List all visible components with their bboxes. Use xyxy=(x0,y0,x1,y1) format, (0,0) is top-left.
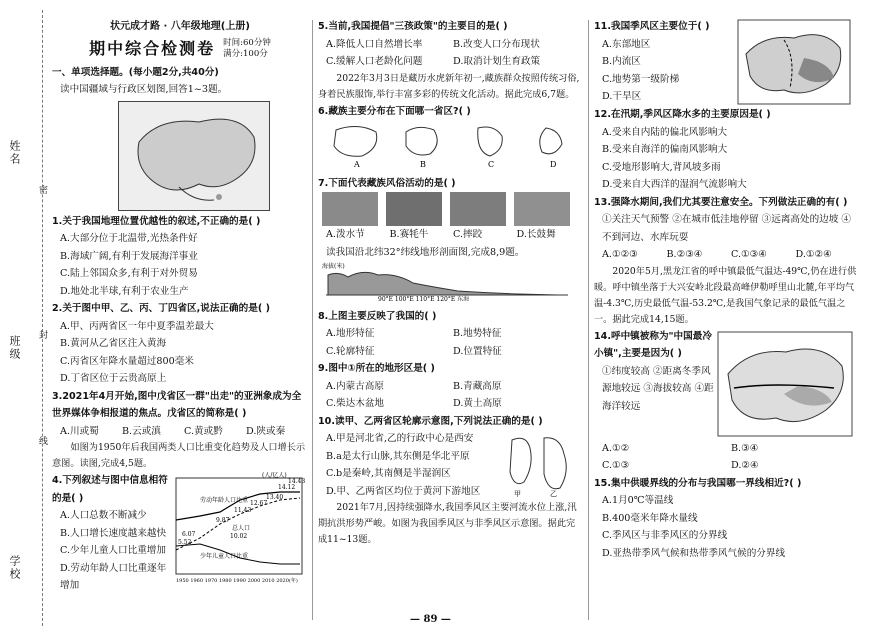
option: B.a是太行山脉,其东侧是华北平原 xyxy=(326,450,470,462)
province-outline-b xyxy=(406,127,437,155)
options-row xyxy=(318,395,580,413)
statements: ①关注天气预警 ②在城市低洼地停留 ③远离高处的边坡 ④不到河边、水库玩耍 xyxy=(602,214,851,243)
exam-meta xyxy=(223,38,271,60)
figure-label: 甲 xyxy=(514,490,521,498)
option: D.甲、乙两省区均位于黄河下游地区 xyxy=(326,485,481,497)
figure-label: 乙 xyxy=(550,490,557,498)
passage: 2021年7月,因持续强降水,我国季风区主要河流水位上涨,汛期抗洪形势严峻。如图为我国季风区与非季风区示意图。据此完成11~13题。 xyxy=(318,502,577,545)
option: D.丁省区位于云贵高原上 xyxy=(60,373,167,384)
option: A.甲是河北省,乙的行政中心是西安 xyxy=(326,433,474,444)
photo-wrestling xyxy=(450,192,506,226)
score-text: 满分:100分 xyxy=(223,48,268,59)
option: D.陕或秦 xyxy=(246,425,286,437)
option: C.①③④ xyxy=(731,249,767,260)
option: C.b是秦岭,其南侧是半湿润区 xyxy=(326,468,451,479)
option: C.少年儿童人口比重增加 xyxy=(60,545,166,556)
data-label: 5.52 xyxy=(178,539,192,546)
exam-title: 期中综合检测卷 xyxy=(89,38,216,58)
statements: ①纬度较高 ②距离冬季风源地较远 ③海拔较高 ④距海洋较远 xyxy=(602,365,714,412)
option: C.缓解人口老龄化问题 xyxy=(326,56,423,67)
q10-block xyxy=(318,430,580,500)
series-title: 状元成才路 · 八年级地理(上册) xyxy=(110,21,250,32)
options-row xyxy=(318,325,580,343)
data-label: 11.43 xyxy=(234,507,252,514)
option: C.丙省区年降水量超过800毫米 xyxy=(60,355,194,367)
option: A.内蒙古高原 xyxy=(326,380,384,392)
seal-mark: 密 xyxy=(37,185,47,194)
province-outline-c xyxy=(478,127,503,156)
options-row xyxy=(594,440,860,458)
option: A.甲、丙两省区一年中夏季温差最大 xyxy=(60,320,214,332)
option-letter: C xyxy=(488,160,495,168)
question-2: 2.关于图中甲、乙、丙、丁四省区,说法正确的是( ) xyxy=(52,303,270,314)
options-row xyxy=(318,343,580,361)
province-outline-jia xyxy=(510,438,531,483)
question-5: 5.当前,我国提倡"三孩政策"的主要目的是( ) xyxy=(318,21,508,32)
option: B.海域广阔,有利于发展海洋事业 xyxy=(60,250,198,262)
profile-unit: 海拔(米) xyxy=(322,263,345,270)
data-label: 13.40 xyxy=(266,494,284,501)
option: B.改变人口分布现状 xyxy=(453,38,540,50)
options-row xyxy=(318,53,580,71)
option: B.②③④ xyxy=(666,249,703,260)
options-row xyxy=(594,246,860,264)
option: B.云或滇 xyxy=(122,425,161,437)
option: D.①②④ xyxy=(795,249,832,260)
binding-strip xyxy=(0,0,50,636)
intro-text: 读我国沿北纬32°纬线地形剖面图,完成8,9题。 xyxy=(326,246,525,258)
option: B.400毫米年降水量线 xyxy=(602,512,698,524)
option: D.地处北半球,有利于农业生产 xyxy=(60,285,189,297)
question-14: 14.呼中镇被称为"中国最冷小镇",主要是因为( ) xyxy=(594,330,712,359)
line-mark: 线 xyxy=(37,436,47,445)
photo-yak-race xyxy=(386,192,442,226)
passage: 2022年3月3日是藏历水虎新年初一,藏族群众按照传统习俗,身着民族服饰,举行丰富多彩的传统文化活动。据此完成6,7题。 xyxy=(318,72,580,100)
option: D.长鼓舞 xyxy=(516,229,556,240)
q10-options xyxy=(318,430,504,500)
question-10: 10.读甲、乙两省区轮廓示意图,下列说法正确的是( ) xyxy=(318,415,543,427)
question-1: 1.关于我国地理位置优越性的叙述,不正确的是( ) xyxy=(52,215,261,227)
monsoon-map-figure xyxy=(734,18,854,106)
series-label: 总人口 xyxy=(232,525,251,532)
options-row xyxy=(52,423,308,441)
province-outline-d xyxy=(540,128,562,154)
q11-text xyxy=(594,18,734,106)
option: B.内流区 xyxy=(602,56,641,67)
options-row xyxy=(594,457,860,475)
data-label: 14.12 xyxy=(278,484,296,491)
x-axis-labels: 1950 1960 1970 1980 1990 2000 2010 2020(年) xyxy=(176,578,298,584)
option: B.人口增长速度越来越快 xyxy=(60,527,167,539)
column-divider xyxy=(588,20,589,620)
option: D.受来自大西洋的湿润气流影响大 xyxy=(602,179,747,190)
q11-block xyxy=(594,18,860,106)
population-chart xyxy=(170,472,308,584)
option: A.降低人口自然增长率 xyxy=(326,38,423,50)
option: B.地势特征 xyxy=(453,328,502,339)
q4-text xyxy=(52,472,170,595)
option: A.①② xyxy=(602,442,630,454)
data-label: 14.43 xyxy=(288,478,306,485)
title-block xyxy=(52,38,308,60)
total-pop-line xyxy=(176,498,300,550)
data-label: 9.87 xyxy=(216,517,230,524)
column-divider xyxy=(312,20,313,620)
option: A.①②③ xyxy=(602,249,638,260)
option: B.受来自海洋的偏南风影响大 xyxy=(602,144,728,155)
option: B.青藏高原 xyxy=(453,380,502,392)
data-label: 10.02 xyxy=(230,533,248,540)
china-outline-icon xyxy=(746,35,841,93)
option: C.地势第一级阶梯 xyxy=(602,73,680,85)
option: D.取消计划生育政策 xyxy=(453,56,541,67)
column-2 xyxy=(318,18,580,548)
q14-text xyxy=(594,328,714,440)
profile-x-axis: 90°E 100°E 110°E 120°E 东海 xyxy=(378,296,470,301)
question-4: 4.下列叙述与图中信息相符的是( ) xyxy=(52,475,168,504)
class-label: 班级 xyxy=(8,335,21,361)
option: C.摔跤 xyxy=(453,229,483,240)
options-row xyxy=(318,226,580,244)
column-1 xyxy=(52,18,308,595)
option: D.位置特征 xyxy=(453,345,502,357)
photo-long-drum-dance xyxy=(514,192,570,226)
province-outline-a xyxy=(334,126,377,156)
option: A.泼水节 xyxy=(326,229,365,240)
time-text: 时间:60分钟 xyxy=(223,37,271,48)
option: B.黄河从乙省区注入黄海 xyxy=(60,338,167,349)
option: C.陆上邻国众多,有利于对外贸易 xyxy=(60,268,198,279)
data-label: 12.67 xyxy=(250,500,268,507)
series-label: 劳动年龄人口比重 xyxy=(200,497,249,504)
heating-map-figure xyxy=(714,328,856,440)
column-3 xyxy=(594,18,860,562)
options-row xyxy=(318,378,580,396)
terrain-profile xyxy=(318,261,580,301)
question-8: 8.上图主要反映了我国的( ) xyxy=(318,310,437,322)
q4-block xyxy=(52,472,308,595)
option-letter: D xyxy=(550,160,557,168)
option: A.1月0℃等温线 xyxy=(602,495,674,506)
section-heading: 一、单项选择题。(每小题2分,共40分) xyxy=(52,66,219,78)
option: B.赛牦牛 xyxy=(389,229,429,240)
school-label: 学校 xyxy=(8,555,21,581)
option: C.轮廓特征 xyxy=(326,345,375,357)
cut-line xyxy=(42,10,43,626)
province-outline-yi xyxy=(544,438,566,489)
question-9: 9.图中①所在的地形区是( ) xyxy=(318,363,435,374)
seal-mark-2: 封 xyxy=(37,330,47,339)
province-pair-figure xyxy=(504,430,578,498)
option: A.受来自内陆的偏北风影响大 xyxy=(602,126,728,138)
china-map-icon xyxy=(119,102,269,210)
option-letter: A xyxy=(354,160,360,168)
option: B.③④ xyxy=(731,442,759,454)
question-11: 11.我国季风区主要位于( ) xyxy=(594,21,710,32)
option: A.川或蜀 xyxy=(60,425,99,437)
option-letter: B xyxy=(420,160,426,168)
option: D.劳动年龄人口比重逐年增加 xyxy=(60,562,167,591)
option: C.季风区与非季风区的分界线 xyxy=(602,530,728,541)
intro-text: 如图为1950年后我国两类人口比重变化趋势及人口增长示意图。读图,完成4,5题。 xyxy=(52,442,306,469)
option: A.地形特征 xyxy=(326,328,375,339)
question-7: 7.下面代表藏族风俗活动的是( ) xyxy=(318,177,456,189)
option: D.亚热带季风气候和热带季风气候的分界线 xyxy=(602,547,786,559)
question-15: 15.集中供暖界线的分布与我国哪一界线相近?( ) xyxy=(594,477,802,489)
option: D.黄土高原 xyxy=(453,398,502,409)
china-map-figure xyxy=(118,101,270,211)
option: C.黄或黔 xyxy=(184,425,223,437)
question-3: 3.2021年4月开始,图中戊省区一群"出走"的亚洲象成为全世界媒体争相报道的焦点。戊省区的简称是( ) xyxy=(52,390,302,419)
intro-text: 读中国疆域与行政区划图,回答1~3题。 xyxy=(60,84,228,95)
question-6: 6.藏族主要分布在下面哪一省区?( ) xyxy=(318,105,471,117)
data-label: 6.07 xyxy=(182,531,196,538)
question-13: 13.强降水期间,我们尤其要注意安全。下列做法正确的有( ) xyxy=(594,196,848,208)
photo-water-festival xyxy=(322,192,378,226)
option: C.受地形影响大,背风坡多雨 xyxy=(602,161,721,173)
question-12: 12.在汛期,季风区降水多的主要原因是( ) xyxy=(594,109,771,120)
passage: 2020年5月,黑龙江省的呼中镇最低气温达-49℃,仍在进行供暖。呼中镇坐落于大兴安岭北段最高峰伊勒呼里山北麓,年平均气温-4.3℃,历史最低气温-53.2℃,是我国气象记录的最低气温之一。据此完成14,15题。 xyxy=(594,265,857,325)
options-row xyxy=(318,36,580,54)
option: C.①③ xyxy=(602,460,630,471)
province-outlines xyxy=(318,120,580,168)
festival-photos xyxy=(322,192,580,226)
series-label: 少年儿童人口比重 xyxy=(200,553,249,560)
q14-block xyxy=(594,328,860,440)
option: A.东部地区 xyxy=(602,38,651,50)
name-label: 姓名 xyxy=(8,140,21,166)
option: A.大部分位于北温带,光热条件好 xyxy=(60,233,198,244)
chart-unit: (人/亿人) xyxy=(262,472,287,479)
profile-shape xyxy=(328,272,558,295)
page-number: — 89 — xyxy=(410,614,451,625)
option: D.②④ xyxy=(731,460,759,471)
option: A.人口总数不断减少 xyxy=(60,510,147,521)
option: D.干旱区 xyxy=(602,91,642,102)
option: C.柴达木盆地 xyxy=(326,398,385,409)
